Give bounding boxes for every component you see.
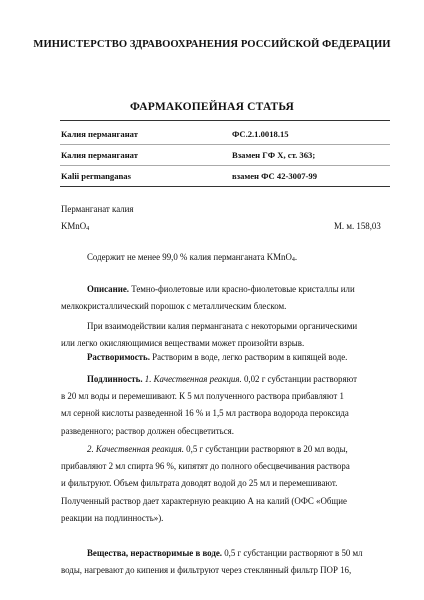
divider-top [60, 120, 390, 121]
description-label: Описание. [87, 284, 130, 294]
solubility-paragraph: Растворимость. Растворим в воде, легко растворим в кипящей воде. [87, 352, 348, 362]
assay-statement: Содержит не менее 99,0 % калия перманганата KMnO$_4$. [87, 252, 298, 263]
meta-replaces-1: Взамен ГФ X, ст. 363; [232, 150, 316, 160]
meta-name-ru-2: Калия перманганат [61, 150, 138, 160]
divider-bottom [60, 186, 390, 187]
molecular-mass: М. м. 158,03 [334, 221, 381, 231]
document-title: ФАРМАКОПЕЙНАЯ СТАТЬЯ [129, 101, 295, 113]
divider-row-1 [60, 144, 390, 145]
meta-name-latin: Kalii permanganas [61, 171, 131, 181]
reaction2-paragraph: 2. Качественная реакция. 0,5 г субстанции растворяют в 20 мл воды, прибавляют 2 мл спирта 96 %, кипятят до полного обесцвечивания раствора и фильтруют. Объем фильтрата доводят водой до 25 мл и перемешивают. Полученный раствор дает характерную реакцию А на калий (ОФС «Общие реакции на подлинность»). [61, 444, 350, 523]
warning-paragraph: При взаимодействии калия перманганата с некоторыми органическими или легко окисляющимися веществами может произойти взрыв. [61, 321, 358, 349]
ministry-heading: МИНИСТЕРСТВО ЗДРАВООХРАНЕНИЯ РОССИЙСКОЙ ФЕДЕРАЦИИ [33, 39, 391, 50]
meta-code: ФС.2.1.0018.15 [232, 129, 289, 139]
insoluble-paragraph: Вещества, нерастворимые в воде. 0,5 г субстанции растворяют в 50 мл воды, нагревают до кипения и фильтруют через стеклянный фильтр ПОР 16, [61, 548, 363, 576]
chemical-formula: KMnO$_4$ [61, 221, 90, 232]
identity-label: Подлинность. [87, 374, 143, 384]
meta-replaces-2: взамен ФС 42-3007-99 [232, 171, 317, 181]
solubility-label: Растворимость. [87, 352, 150, 362]
identity-paragraph: Подлинность. 1. Качественная реакция. 0,02 г субстанции растворяют в 20 мл воды и перемешивают. К 5 мл полученного раствора прибавляют 1 мл серной кислоты разведенной 16 % и 1,5 мл раствора водорода пероксида разведенного; раствор должен обесцветиться. [61, 374, 357, 436]
divider-row-2 [60, 165, 390, 166]
insoluble-label: Вещества, нерастворимые в воде. [87, 548, 223, 558]
meta-name-ru: Калия перманганат [61, 129, 138, 139]
description-paragraph: Описание. Темно-фиолетовые или красно-фиолетовые кристаллы или мелкокристаллический порошок с металлическим блеском. [61, 284, 355, 312]
substance-name: Перманганат калия [61, 204, 134, 214]
reaction2-label: 2. Качественная реакция. [87, 444, 184, 454]
